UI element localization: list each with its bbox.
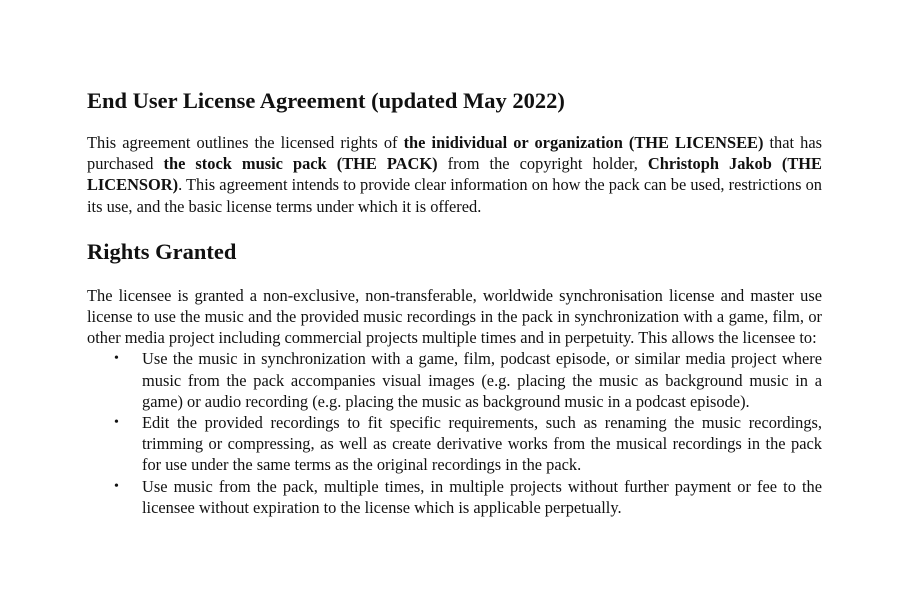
bullet-icon: • — [114, 478, 119, 494]
list-item-text: Use music from the pack, multiple times, in multiple projects without further payment or fee to the licensee without expiration to the license which is applicable perpetually. — [142, 476, 822, 517]
intro-paragraph — [87, 132, 822, 217]
intro-text-4: . This agreement intends to provide clear information on how the pack can be used, restrictions on its use, and the basic license terms under which it is offered. — [87, 175, 822, 216]
page-title: End User License Agreement (updated May 2022) — [87, 88, 565, 113]
intro-bold-pack: the stock music pack (THE PACK) — [163, 154, 438, 174]
rights-paragraph: The licensee is granted a non-exclusive, non-transferable, worldwide synchronisation license and master use license to use the music and the provided music recordings in the pack in synchronization with a game, film, or other media project including commercial projects multiple times and in perpetuity. This allows the licensee to: — [87, 285, 822, 348]
list-item-text: Edit the provided recordings to fit specific requirements, such as renaming the music recordings, trimming or compressing, as well as create derivative works from the musical recordings in the pack for use under the same terms as the original recordings in the pack. — [142, 413, 822, 475]
list-item — [87, 412, 822, 476]
intro-text-3: from the copyright holder, — [437, 154, 648, 174]
rights-granted-heading: Rights Granted — [87, 238, 237, 264]
bullet-icon: • — [114, 415, 119, 431]
bullet-icon: • — [114, 351, 119, 367]
intro-text-2: that has purchased — [87, 133, 822, 174]
list-item — [87, 476, 822, 518]
document-page — [87, 86, 822, 518]
intro-bold-licensor: Christoph Jakob (THE LICENSOR) — [87, 154, 822, 195]
rights-list — [87, 348, 822, 518]
intro-text-1: This agreement outlines the licensed rights of — [87, 133, 404, 152]
list-item-text: Use the music in synchronization with a game, film, podcast episode, or similar media project where music from the pack accompanies visual images (e.g. placing the music as background music in a game) or audio recording (e.g. placing the music as background music in a podcast episode). — [142, 349, 822, 411]
intro-bold-licensee: the inidividual or organization (THE LICENSEE) — [403, 133, 764, 152]
list-item — [87, 348, 822, 412]
